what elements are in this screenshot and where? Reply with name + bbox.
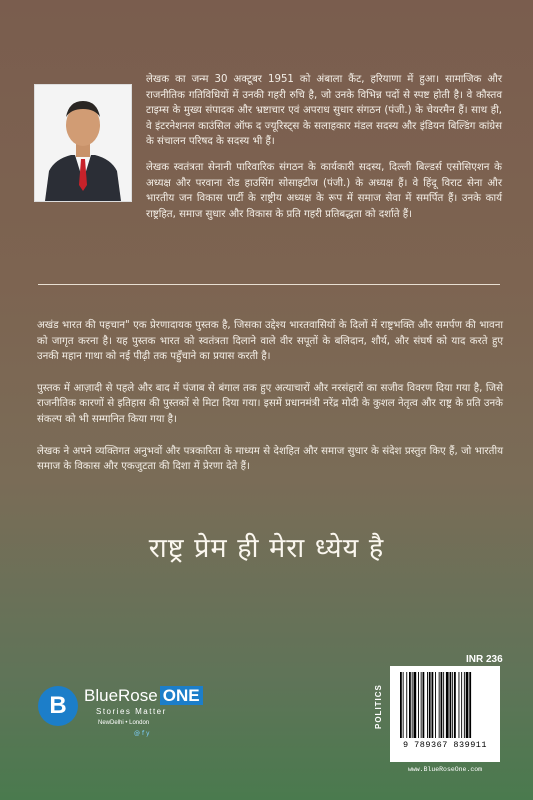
barcode-bar <box>454 672 456 738</box>
category-label: POLITICS <box>374 684 383 729</box>
barcode-bar <box>435 672 436 738</box>
barcode-bar <box>400 672 402 738</box>
publisher-tagline: Stories Matter <box>96 707 167 716</box>
description-paragraph-3: लेखक ने अपने व्यक्तिगत अनुभवों और पत्रकारिता के माध्यम से देशहित और समाज सुधार के संदेश प्रस्तुत किए हैं, जो भारतीय समाज के विकास और एकजुटता की दिशा में प्रेरणा देते हैं। <box>37 445 503 473</box>
barcode-bar <box>409 672 411 738</box>
author-bio-paragraph-1: लेखक का जन्म 30 अक्टूबर 1951 को अंबाला कैंट, हरियाणा में हुआ। सामाजिक और राजनीतिक गतिविधियों में उनकी गहरी रुचि है, जो उनके विभिन्न पदों से स्पष्ट होती है। वे कौस्तव टाइम्स के मुख्य संपादक और भ्रष्टाचार एवं अपराध सुधार संगठन (पंजी.) के चेयरमैन हैं। साथ ही, वे इंटरनेशनल काउंसिल ऑफ द ज्यूरिस्ट्स के सलाहकार मंडल सदस्य और इंडियन बिल्डिंग कांग्रेस के संचालन परिषद के सदस्य भी हैं। <box>146 74 502 148</box>
barcode-bar <box>466 672 469 738</box>
description-paragraph-1: अखंड भारत की पहचान" एक प्रेरणादायक पुस्तक है, जिसका उद्देश्य भारतवासियों के दिलों में राष्ट्रभक्ति और समर्पण की भावना को जागृत करना है। यह पुस्तक भारत को स्वतंत्रता दिलाने वाले वीर सपूतों के बलिदान, शौर्य, और संघर्ष को याद करते हुए उनकी महान गाथा को नई पीढ़ी तक पहुँचाने का प्रयास करती है। <box>37 320 503 363</box>
book-description <box>37 318 503 491</box>
author-photo <box>34 84 132 202</box>
publisher-logo-icon: B <box>38 686 78 726</box>
barcode-bar <box>450 672 452 738</box>
barcode-bar <box>441 672 443 738</box>
barcode-bar <box>418 672 419 738</box>
description-paragraph-2: पुस्तक में आज़ादी से पहले और बाद में पंजाब से बंगाल तक हुए अत्याचारों और नरसंहारों का सजीव विवरण दिया गया है, जिसे राजनीतिक कारणों से इतिहास की पुस्तकों से मिटा दिया गया। इसमें प्रधानमंत्री नरेंद्र मोदी के कुशल नेतृत्व और राष्ट्र के प्रति उनके संकल्प को भी सम्मानित किया गया है। <box>37 382 503 425</box>
isbn-barcode <box>390 666 500 762</box>
barcode-bar <box>461 672 462 738</box>
barcode-bar <box>469 672 471 738</box>
barcode-bar <box>464 672 465 738</box>
social-icons: @fy <box>134 730 152 737</box>
barcode-bar <box>412 672 413 738</box>
author-bio-paragraph-2: लेखक स्वतंत्रता सेनानी पारिवारिक संगठन के कार्यकारी सदस्य, दिल्ली बिल्डर्स एसोसिएशन के अध्यक्ष और परवाना रोड हाउसिंग सोसाइटीज (पंजी.) के अध्यक्ष हैं। वे हिंदू विराट सेना और भारतीय जन विकास पार्टी के राष्ट्रीय अध्यक्ष के रूप में समाज सेवा में समर्पित हैं। उनके कार्य राष्ट्रहित, समाज सुधार और विकास के प्रति गहरी प्रतिबद्धता को दर्शाते हैं। <box>146 161 502 220</box>
barcode-bar <box>439 672 440 738</box>
section-divider <box>38 284 500 285</box>
barcode-bar <box>459 672 460 738</box>
barcode-bar <box>427 672 428 738</box>
author-bio <box>146 72 502 232</box>
barcode-bar <box>414 672 417 738</box>
barcode-bar <box>406 672 407 738</box>
barcode-bar <box>421 672 422 738</box>
publisher-logo <box>38 680 228 740</box>
publisher-cities: NewDelhi • London <box>98 720 150 726</box>
barcode-bar <box>432 672 434 738</box>
barcode-bar <box>429 672 431 738</box>
barcode-bar <box>446 672 449 738</box>
publisher-name-highlight: ONE <box>160 686 203 705</box>
barcode-bar <box>403 672 404 738</box>
publisher-website: www.BlueRoseOne.com <box>407 766 483 773</box>
barcode-bars <box>398 672 492 738</box>
barcode-bar <box>452 672 453 738</box>
book-tagline: राष्ट्र प्रेम ही मेरा ध्येय है <box>148 533 385 564</box>
price-label: INR 236 <box>466 654 503 665</box>
publisher-name-main: BlueRose <box>84 686 158 705</box>
publisher-name <box>84 686 203 706</box>
barcode-bar <box>443 672 444 738</box>
isbn-number: 9 789367 839911 <box>402 740 487 750</box>
barcode-bar <box>423 672 425 738</box>
